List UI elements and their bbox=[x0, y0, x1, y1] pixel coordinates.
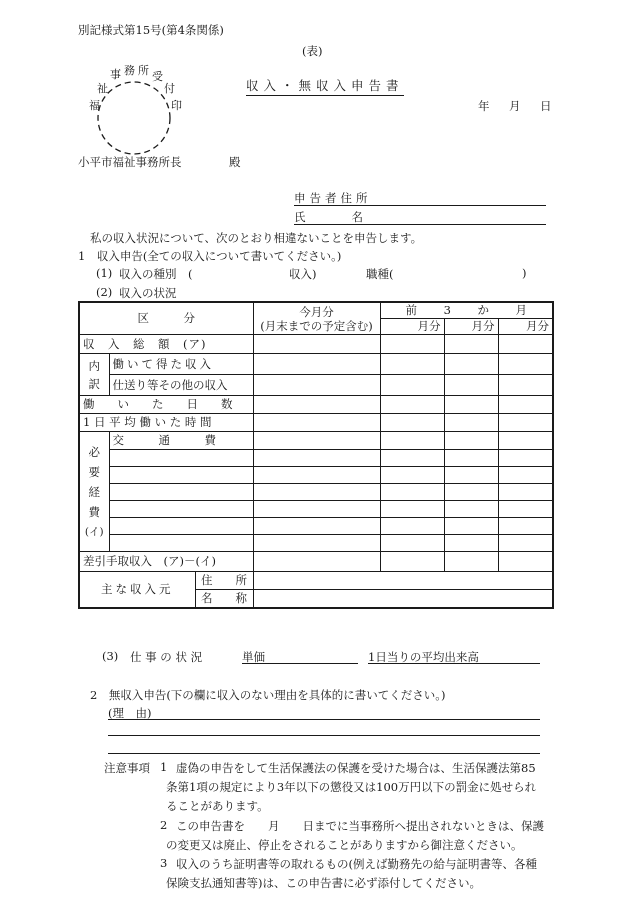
cell-prev[interactable] bbox=[444, 501, 498, 518]
cell-this-month[interactable] bbox=[253, 375, 380, 396]
header-category: 区 分 bbox=[79, 302, 253, 335]
cell-prev[interactable] bbox=[380, 552, 444, 572]
stamp-char: 所 bbox=[138, 64, 149, 77]
row-net-income bbox=[79, 552, 553, 572]
cell-prev[interactable] bbox=[498, 354, 553, 375]
cell-this-month[interactable] bbox=[253, 484, 380, 501]
section1-heading: 1 収入申告(全ての収入について書いてください。) bbox=[78, 249, 342, 263]
addressee-office: 小平市福祉事務所長 bbox=[78, 155, 182, 169]
side-label: (表) bbox=[302, 44, 323, 58]
stamp-char: 福 bbox=[89, 99, 100, 112]
prev-char: 月 bbox=[515, 303, 527, 317]
expenses-tag: (イ) bbox=[84, 525, 104, 538]
job-type-close: ) bbox=[522, 266, 527, 280]
cell-prev[interactable] bbox=[444, 484, 498, 501]
cell-this-month[interactable] bbox=[253, 552, 380, 572]
cell-prev[interactable] bbox=[380, 335, 444, 354]
cell-this-month[interactable] bbox=[253, 396, 380, 414]
income-type-suffix: 収入) bbox=[289, 267, 317, 281]
unit-price-field[interactable] bbox=[242, 649, 358, 664]
cell-prev[interactable] bbox=[498, 432, 553, 450]
row-expense-blank bbox=[79, 535, 553, 552]
table-header-row bbox=[79, 302, 553, 319]
row-total-label: 収 入 総 額 (ア) bbox=[79, 335, 253, 354]
month-unit: 月分 bbox=[498, 319, 553, 335]
note-1-line: 虚偽の申告をして生活保護法の保護を受けた場合は、生活保護法第85 bbox=[176, 761, 536, 775]
stamp-char: 事 bbox=[110, 68, 121, 81]
cell-this-month[interactable] bbox=[253, 535, 380, 552]
cell-prev[interactable] bbox=[444, 375, 498, 396]
cell-prev[interactable] bbox=[498, 414, 553, 432]
cell-prev[interactable] bbox=[380, 375, 444, 396]
note-2-line: の変更又は廃止、停止をされることがありますから御注意ください。 bbox=[166, 838, 523, 852]
breakdown-label bbox=[79, 354, 109, 396]
section2-heading: 2 無収入申告(下の欄に収入のない理由を具体的に書いてください。) bbox=[90, 688, 446, 702]
prev-char: 前 bbox=[405, 303, 418, 317]
applicant-name-label: 氏 名 bbox=[294, 210, 363, 224]
row-days bbox=[79, 396, 553, 414]
cell-prev[interactable] bbox=[498, 501, 553, 518]
stamp-char: 祉 bbox=[97, 82, 108, 95]
section1-item2-num: (2) bbox=[96, 285, 113, 299]
stamp-char: 務 bbox=[124, 64, 135, 77]
row-hours-label: 1 日 平 均 働 い た 時 間 bbox=[79, 414, 253, 432]
cell-prev[interactable] bbox=[498, 450, 553, 467]
row-expense-blank bbox=[79, 450, 553, 467]
row-address-label: 住 所 bbox=[195, 572, 253, 590]
note-1-line: 条第1項の規定により3年以下の懲役又は100万円以下の罰金に処せられ bbox=[166, 780, 537, 794]
prev-char: か bbox=[477, 303, 489, 317]
header-this-month-label: 今月分 bbox=[299, 304, 334, 319]
expense-item-cell[interactable] bbox=[109, 450, 253, 467]
header-prev-months bbox=[380, 302, 553, 319]
cell-prev[interactable] bbox=[444, 552, 498, 572]
row-hours bbox=[79, 414, 553, 432]
note-1-num: 1 bbox=[160, 760, 168, 774]
expenses-text: 必要経費 bbox=[88, 444, 100, 519]
cell-prev[interactable] bbox=[444, 335, 498, 354]
cell-prev[interactable] bbox=[444, 467, 498, 484]
expense-item-cell[interactable] bbox=[109, 535, 253, 552]
income-status-label: 収入の状況 bbox=[119, 286, 177, 300]
cell-this-month[interactable] bbox=[253, 501, 380, 518]
row-expense-blank bbox=[79, 501, 553, 518]
cell-prev[interactable] bbox=[444, 414, 498, 432]
stamp-char: 付 bbox=[164, 82, 175, 95]
cell-prev[interactable] bbox=[380, 450, 444, 467]
daily-average-label: 1日当りの平均出来高 bbox=[368, 650, 479, 664]
unit-price-label: 単価 bbox=[242, 650, 265, 664]
reason-line-1[interactable] bbox=[108, 705, 540, 720]
expense-item-cell[interactable] bbox=[109, 467, 253, 484]
row-work-income-label: 働いて得た収入 bbox=[109, 354, 253, 375]
cell-prev[interactable] bbox=[444, 432, 498, 450]
cell-this-month[interactable] bbox=[253, 354, 380, 375]
cell-this-month[interactable] bbox=[253, 432, 380, 450]
expense-item-cell[interactable] bbox=[109, 501, 253, 518]
row-transport-label: 交 通 費 bbox=[109, 432, 253, 450]
cell-this-month[interactable] bbox=[253, 450, 380, 467]
job-type-label: 職種( bbox=[366, 267, 394, 281]
cell-prev[interactable] bbox=[498, 518, 553, 535]
prev-char: 3 bbox=[443, 303, 451, 317]
cell-prev[interactable] bbox=[444, 518, 498, 535]
row-work-income bbox=[79, 354, 553, 375]
note-2-num: 2 bbox=[160, 818, 168, 832]
cell-this-month[interactable] bbox=[253, 467, 380, 484]
cell-prev[interactable] bbox=[380, 518, 444, 535]
note-1-line: ることがあります。 bbox=[166, 799, 269, 813]
month-unit: 月分 bbox=[444, 319, 498, 335]
row-days-label: 働 い た 日 数 bbox=[79, 396, 253, 414]
cell-prev[interactable] bbox=[380, 396, 444, 414]
cell-prev[interactable] bbox=[444, 354, 498, 375]
section1-item1-num: (1) bbox=[96, 266, 113, 280]
reason-line-3[interactable] bbox=[108, 741, 540, 754]
applicant-address-field[interactable] bbox=[294, 190, 546, 206]
cell-prev[interactable] bbox=[444, 535, 498, 552]
row-transport bbox=[79, 432, 553, 450]
month-unit: 月分 bbox=[380, 319, 444, 335]
reason-line-2[interactable] bbox=[108, 723, 540, 736]
expense-item-cell[interactable] bbox=[109, 484, 253, 501]
cell-prev[interactable] bbox=[380, 484, 444, 501]
cell-prev[interactable] bbox=[380, 354, 444, 375]
cell-prev[interactable] bbox=[498, 396, 553, 414]
row-expense-blank bbox=[79, 518, 553, 535]
header-this-month bbox=[253, 302, 380, 335]
stamp-char: 受 bbox=[152, 70, 163, 83]
cell-prev[interactable] bbox=[498, 335, 553, 354]
expense-item-cell[interactable] bbox=[109, 518, 253, 535]
header-this-month-sub: (月末までの予定含む) bbox=[260, 318, 373, 333]
note-3-line: 保険支払通知書等)は、この申告書に必ず添付してください。 bbox=[166, 876, 481, 890]
addressee-honorific: 殿 bbox=[229, 155, 241, 169]
breakdown-text: 内訳 bbox=[88, 358, 100, 391]
cell-prev[interactable] bbox=[380, 414, 444, 432]
cell-prev[interactable] bbox=[380, 432, 444, 450]
cell-this-month[interactable] bbox=[253, 335, 380, 354]
cell-prev[interactable] bbox=[498, 467, 553, 484]
cell-prev[interactable] bbox=[498, 535, 553, 552]
daily-average-field[interactable] bbox=[368, 649, 540, 664]
row-expense-blank bbox=[79, 484, 553, 501]
reason-label: (理 由) bbox=[108, 706, 152, 720]
applicant-name-field[interactable] bbox=[294, 209, 546, 225]
row-other-income bbox=[79, 375, 553, 396]
row-main-source-address bbox=[79, 572, 553, 590]
cell-prev[interactable] bbox=[498, 375, 553, 396]
note-3-num: 3 bbox=[160, 856, 168, 870]
row-main-source-label: 主な収入元 bbox=[79, 572, 195, 608]
income-table bbox=[78, 301, 554, 609]
cell-prev[interactable] bbox=[444, 450, 498, 467]
cell-prev[interactable] bbox=[380, 467, 444, 484]
applicant-address-label: 申告者住所 bbox=[294, 191, 372, 205]
row-other-income-label: 仕送り等その他の収入 bbox=[109, 375, 253, 396]
work-status-label: 仕 事 の 状 況 bbox=[130, 650, 203, 664]
cell-this-month[interactable] bbox=[253, 414, 380, 432]
row-expense-blank bbox=[79, 467, 553, 484]
intro-text: 私の収入状況について、次のとおり相違ないことを申告します。 bbox=[90, 231, 423, 245]
notes-label: 注意事項 bbox=[104, 761, 150, 775]
row-name-label: 名 称 bbox=[195, 590, 253, 608]
row-total-income bbox=[79, 335, 553, 354]
date-label: 年 月 日 bbox=[478, 99, 556, 113]
note-3-line: 収入のうち証明書等の取れるもの(例えば勤務先の給与証明書等、各種 bbox=[176, 857, 537, 871]
document-title: 収入・無収入申告書 bbox=[246, 76, 404, 96]
main-source-name-field[interactable] bbox=[253, 590, 553, 608]
cell-prev[interactable] bbox=[380, 501, 444, 518]
cell-prev[interactable] bbox=[498, 552, 553, 572]
main-source-address-field[interactable] bbox=[253, 572, 553, 590]
work-status-num: (3) bbox=[102, 649, 119, 663]
cell-prev[interactable] bbox=[444, 396, 498, 414]
stamp-char: 印 bbox=[171, 99, 182, 112]
expenses-label bbox=[79, 432, 109, 552]
cell-this-month[interactable] bbox=[253, 518, 380, 535]
cell-prev[interactable] bbox=[498, 484, 553, 501]
cell-prev[interactable] bbox=[380, 535, 444, 552]
note-2-line: この申告書を 月 日までに当事務所へ提出されないときは、保護 bbox=[176, 819, 544, 833]
form-number: 別記様式第15号(第4条関係) bbox=[78, 23, 224, 37]
row-net-label: 差引手取収入 (ア)－(イ) bbox=[79, 552, 253, 572]
income-type-label: 収入の種別 ( bbox=[119, 267, 193, 281]
